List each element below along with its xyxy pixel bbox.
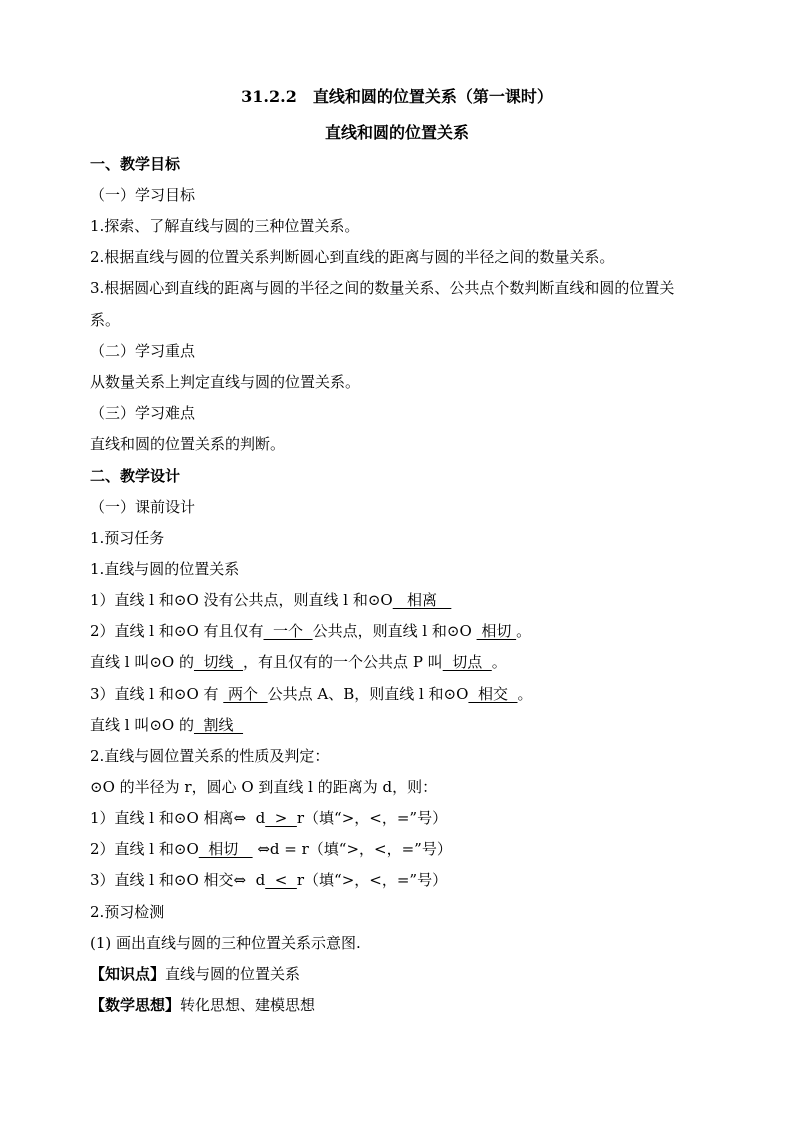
difficulty-text: 直线和圆的位置关系的判断。 [90,435,286,453]
relation-line-2 [90,621,531,641]
answer-blank-greater: > [265,809,297,827]
page-title: 31.2.2 直线和圆的位置关系（第一课时） [241,87,553,106]
property-1-text: 1）直线 l 和⊙O 相离⇔ d [90,809,266,827]
answer-blank-secant: 割线 [193,716,244,734]
answer-blank-tangent-point: 切点 [442,653,492,671]
condition-text: ⊙O 的半径为 r，圆心 O 到直线 l 的距离为 d，则： [90,778,438,796]
subheading-preclass-design: （一）课前设计 [90,498,196,516]
relation-2b-text-end: 。 [491,653,507,671]
relation-heading: 1.直线与圆的位置关系 [90,560,240,578]
subheading-key-points: （二）学习重点 [90,342,196,360]
relation-3b-text: 直线 l 叫⊙O 的 [90,716,194,734]
preview-task-heading: 1.预习任务 [90,529,165,547]
property-3-text-end: r（填“>，<，=”号） [296,871,448,889]
knowledge-point-line [90,964,300,984]
property-1-text-end: r（填“>，<，=”号） [296,809,448,827]
page-subtitle: 直线和圆的位置关系 [324,123,469,142]
question-1: (1) 画出直线与圆的三种位置关系示意图. [90,934,361,952]
relation-line-3b [90,715,243,735]
property-2-text-end: ⇔d = r（填“>，<，=”号） [252,840,452,858]
answer-blank-one: 一个 [263,622,313,640]
relation-3-text-end: 。 [517,685,533,703]
key-point-text: 从数量关系上判定直线与圆的位置关系。 [90,373,361,391]
goal-2: 2.根据直线与圆的位置关系判断圆心到直线的距离与圆的半径之间的数量关系。 [90,248,615,266]
relation-3-text-mid: 公共点 A、B，则直线 l 和⊙O [267,685,469,703]
relation-3-text: 3）直线 l 和⊙O 有 [90,685,224,703]
goal-1: 1.探索、了解直线与圆的三种位置关系。 [90,217,360,235]
math-thought-text: 转化思想、建模思想 [180,996,316,1014]
relation-line-1 [90,590,451,610]
property-line-3 [90,870,447,890]
relation-line-3 [90,684,533,704]
property-3-text: 3）直线 l 和⊙O 相交⇔ d [90,871,266,889]
relation-1-text: 1）直线 l 和⊙O 没有公共点，则直线 l 和⊙O [90,591,393,609]
relation-2-text-mid: 公共点，则直线 l 和⊙O [312,622,477,640]
section-heading-objectives: 一、教学目标 [90,155,181,173]
answer-blank-less: < [265,871,297,889]
answer-blank-two: 两个 [223,685,268,703]
subheading-learning-goals: （一）学习目标 [90,186,196,204]
section-heading-design: 二、教学设计 [90,467,181,485]
answer-blank-tangent-line: 切线 [193,653,244,671]
preview-check-heading: 2.预习检测 [90,903,165,921]
knowledge-point-text: 直线与圆的位置关系 [165,965,301,983]
relation-2-text-end: 。 [516,622,532,640]
property-2-text: 2）直线 l 和⊙O [90,840,199,858]
answer-blank-tangent-relation: 相切 [198,840,253,858]
relation-2b-text-mid: ，有且仅有的一个公共点 P 叫 [243,653,443,671]
property-line-1 [90,808,447,828]
property-heading: 2.直线与圆位置关系的性质及判定： [90,747,330,765]
math-thought-line [90,995,315,1015]
goal-3-line-1: 3.根据圆心到直线的距离与圆的半径之间的数量关系、公共点个数判断直线和圆的位置关 [90,279,675,297]
math-thought-tag: 【数学思想】 [90,996,181,1014]
subheading-difficulties: （三）学习难点 [90,404,196,422]
relation-2b-text: 直线 l 叫⊙O 的 [90,653,194,671]
answer-blank-separate: 相离 [392,591,452,609]
answer-blank-tangent: 相切 [476,622,517,640]
relation-line-2b [90,652,507,672]
property-line-2 [90,839,452,859]
relation-2-text: 2）直线 l 和⊙O 有且仅有 [90,622,264,640]
answer-blank-intersect: 相交 [468,685,518,703]
knowledge-point-tag: 【知识点】 [90,965,166,983]
goal-3-line-2: 系。 [90,311,121,329]
